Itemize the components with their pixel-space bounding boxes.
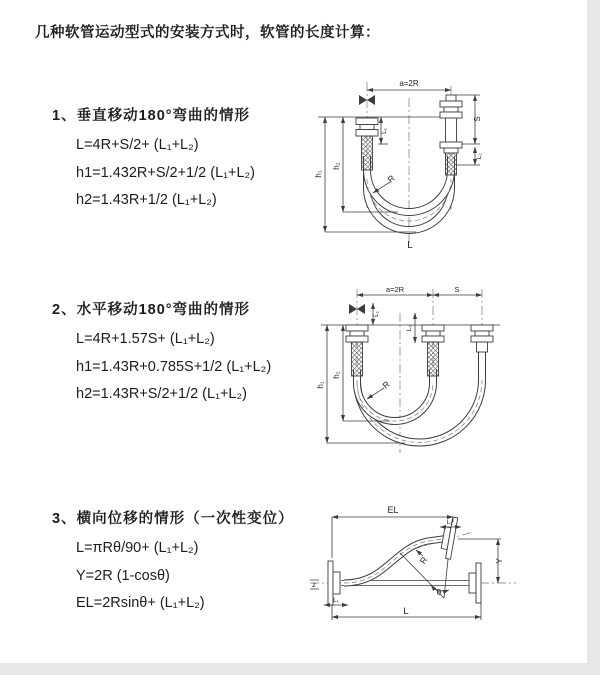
page-title: 几种软管运动型式的安装方式时，软管的长度计算： <box>35 25 380 41</box>
dim-label-h2: h₂ <box>332 371 341 379</box>
dim-label-l1: L₁ <box>333 597 339 604</box>
dim-label-h1: h₁ <box>314 170 323 178</box>
hose-start-position <box>357 369 433 421</box>
dim-label-s: S <box>473 116 482 122</box>
dim-label-a2r: a=2R <box>399 79 419 88</box>
formula-line: Y=2R (1-cosθ) <box>76 567 170 584</box>
dim-label-s: S <box>454 285 460 294</box>
formula-list <box>76 535 294 618</box>
right-fitting <box>440 95 462 175</box>
dim-label-radius: R <box>380 378 392 391</box>
dim-label-l2: L₂ <box>476 152 483 160</box>
dim-label-length: L <box>403 606 409 617</box>
dimension-lines <box>310 517 501 620</box>
middle-fitting <box>422 325 444 376</box>
formula-line: h1=1.43R+0.785S+1/2 (L₁+L₂) <box>76 358 272 375</box>
dim-label-radius: R <box>385 172 397 185</box>
formula-line: h2=1.43R+1/2 (L₁+L₂) <box>76 192 217 208</box>
dim-label-length: L <box>407 240 413 251</box>
diagram-vertical-bend <box>298 70 600 256</box>
hose-shifted-position <box>357 343 482 443</box>
dim-label-radius: R <box>417 554 430 566</box>
formula-line: h2=1.43R+S/2+1/2 (L₁+L₂) <box>76 386 247 402</box>
hose-displaced-position <box>344 538 450 583</box>
dim-label-el: EL <box>387 505 399 515</box>
section-heading: 1、垂直移动180°弯曲的情形 <box>52 108 251 124</box>
dim-label-a2r: a=2R <box>385 285 405 294</box>
dim-label-h2: h₂ <box>332 162 341 170</box>
formula-list <box>76 326 271 409</box>
formula-line: L=4R+S/2+ (L₁+L₂) <box>76 137 199 153</box>
dim-label-l1: L₁ <box>373 311 380 317</box>
centerlines <box>310 532 516 583</box>
section-lateral-displacement <box>52 507 294 618</box>
dim-label-l1: L₁ <box>381 128 388 134</box>
page-edge-bottom <box>0 663 600 675</box>
dim-label-y: Y <box>495 558 504 564</box>
right-flange <box>469 563 481 603</box>
dim-label-theta: θ <box>436 588 442 597</box>
dim-label-l2: L₂ <box>406 324 413 332</box>
formula-list <box>76 132 255 215</box>
left-fitting <box>346 325 368 376</box>
right-fitting <box>471 325 493 352</box>
section-heading: 2、水平移动180°弯曲的情形 <box>52 302 251 318</box>
formula-line: h1=1.432R+S/2+1/2 (L₁+L₂) <box>76 164 256 181</box>
section-horizontal-bend <box>52 298 271 409</box>
left-fitting <box>356 118 378 170</box>
section-vertical-bend <box>52 104 255 215</box>
formula-line: L=πRθ/90+ (L₁+L₂) <box>76 540 199 556</box>
centerline-break-mark: z <box>312 582 316 589</box>
dim-label-l2: L₂ <box>446 519 454 526</box>
formula-line: L=4R+1.57S+ (L₁+L₂) <box>76 331 215 347</box>
dim-label-h1: h₁ <box>316 381 325 389</box>
diagram-lateral-displacement <box>298 500 600 648</box>
diagram-horizontal-bend <box>305 283 600 463</box>
formula-line: EL=2Rsinθ+ (L₁+L₂) <box>76 595 205 611</box>
section-heading: 3、横向位移的情形（一次性变位） <box>52 511 294 527</box>
